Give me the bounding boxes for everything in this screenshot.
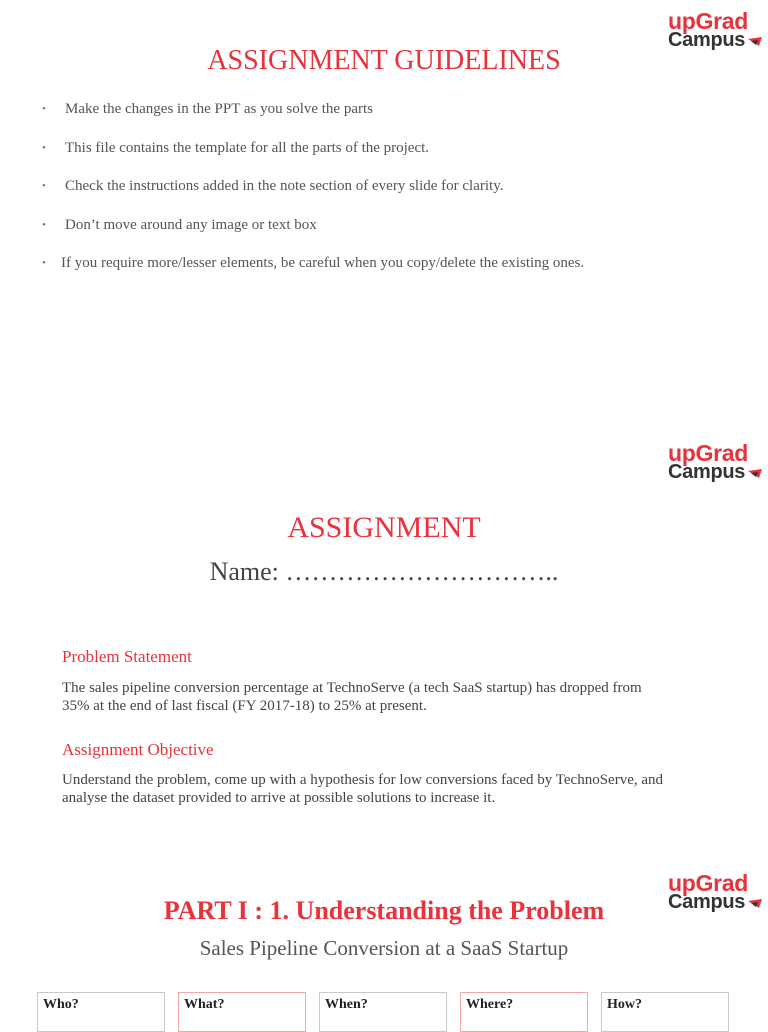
problem-statement-line: The sales pipeline conversion percentage at TechnoServe (a tech SaaS startup) has dropped from bbox=[62, 680, 642, 696]
how-box bbox=[601, 992, 729, 1032]
assignment-objective-text bbox=[62, 771, 712, 807]
bullet-dot-icon: • bbox=[42, 257, 46, 269]
when-box bbox=[319, 992, 447, 1032]
bullet-dot-icon: • bbox=[42, 180, 46, 192]
where-box bbox=[460, 992, 588, 1032]
when-label: When? bbox=[325, 997, 368, 1012]
who-box bbox=[37, 992, 165, 1032]
where-label: Where? bbox=[466, 997, 514, 1012]
logo-campus-text: Campus bbox=[668, 461, 746, 483]
what-box bbox=[178, 992, 306, 1032]
name-field: Name: ………………………….. bbox=[209, 557, 559, 586]
bullet-dot-icon: • bbox=[42, 141, 46, 154]
assignment-objective-line: Understand the problem, come up with a hypothesis for low conversions faced by TechnoServe, and bbox=[62, 772, 664, 788]
how-label: How? bbox=[607, 997, 642, 1012]
bullet-dot-icon: • bbox=[42, 218, 46, 231]
guideline-text: This file contains the template for all the parts of the project. bbox=[65, 139, 430, 156]
guideline-text: Make the changes in the PPT as you solve the parts bbox=[65, 101, 373, 117]
part-one-subtitle: Sales Pipeline Conversion at a SaaS Startup bbox=[199, 936, 569, 960]
guideline-text: Check the instructions added in the note section of every slide for clarity. bbox=[65, 178, 504, 194]
who-label: Who? bbox=[43, 997, 79, 1012]
logo-upgrad-text: upGrad bbox=[668, 8, 748, 34]
upgrad-campus-logo bbox=[668, 441, 768, 485]
logo-upgrad-text: upGrad bbox=[668, 870, 748, 896]
part-one-title: PART I : 1. Understanding the Problem bbox=[163, 896, 605, 925]
problem-statement-text bbox=[62, 679, 712, 715]
guidelines-title: ASSIGNMENT GUIDELINES bbox=[207, 45, 561, 76]
problem-statement-heading: Problem Statement bbox=[62, 647, 192, 666]
assignment-title: ASSIGNMENT bbox=[287, 511, 481, 544]
guideline-text: If you require more/lesser elements, be careful when you copy/delete the existing ones. bbox=[61, 255, 585, 271]
problem-statement-line: 35% at the end of last fiscal (FY 2017-18) to 25% at present. bbox=[62, 698, 427, 714]
assignment-objective-line: analyse the dataset provided to arrive at possible solutions to increase it. bbox=[62, 790, 496, 806]
guideline-text: Don’t move around any image or text box bbox=[65, 216, 317, 233]
assignment-objective-heading: Assignment Objective bbox=[62, 740, 214, 759]
logo-campus-text: Campus bbox=[668, 29, 746, 51]
what-label: What? bbox=[184, 997, 225, 1012]
logo-campus-text: Campus bbox=[668, 891, 746, 913]
bullet-dot-icon: • bbox=[42, 103, 46, 115]
logo-upgrad-text: upGrad bbox=[668, 440, 748, 466]
logo-arrow-icon bbox=[748, 466, 762, 480]
